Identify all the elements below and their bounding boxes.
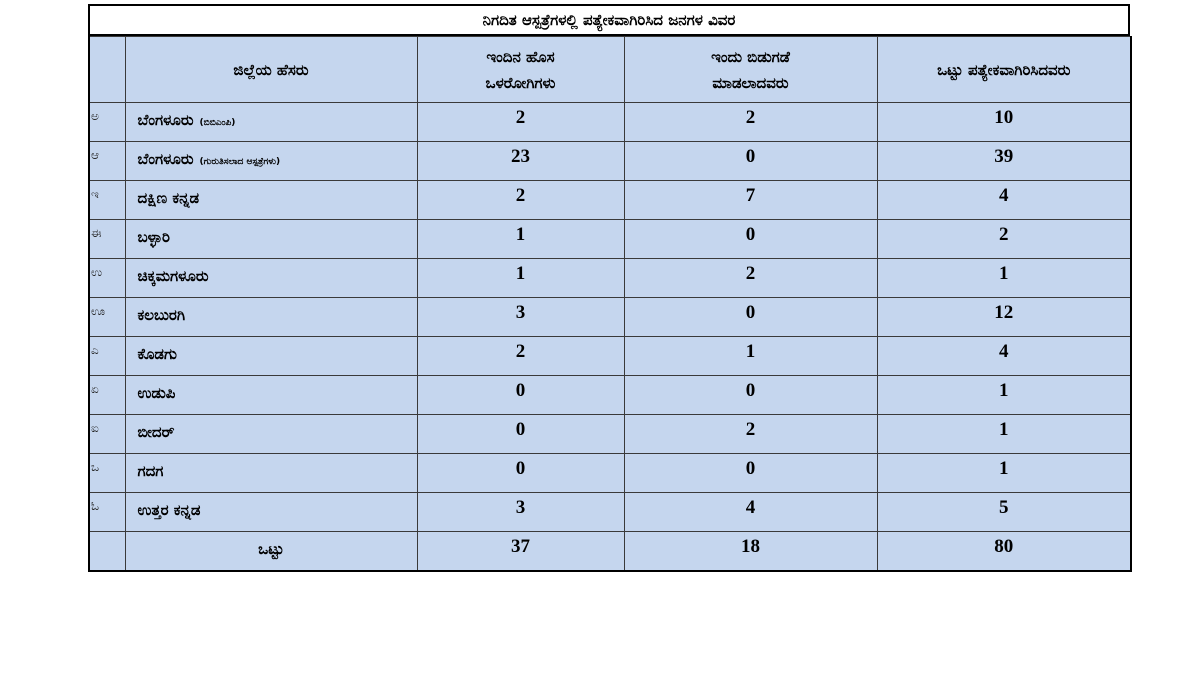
table-title: ನಿಗದಿತ ಆಸ್ಪತ್ರೆಗಳಲ್ಲಿ ಪತ್ಯೇಕವಾಗಿರಿಸಿದ ಜನಗಳ ವಿವರ xyxy=(88,4,1130,36)
row-discharged: 2 xyxy=(624,415,877,454)
row-index: ಆ xyxy=(89,142,125,181)
row-new-patients: 3 xyxy=(417,298,624,337)
totals-new: 37 xyxy=(417,532,624,571)
header-district-label: ಜಿಲ್ಲೆಯ ಹೆಸರು xyxy=(233,60,309,79)
header-row xyxy=(89,37,1131,103)
header-total-label: ಒಟ್ಟು ಪತ್ಯೇಕವಾಗಿರಿಸಿದವರು xyxy=(937,60,1071,79)
district-note: (ಗುರುತಿಸಲಾದ ಆಸ್ಪತ್ರೆಗಳು) xyxy=(199,157,281,167)
row-discharged: 0 xyxy=(624,142,877,181)
row-total-isolated: 1 xyxy=(877,415,1131,454)
row-total-isolated: 4 xyxy=(877,337,1131,376)
row-discharged: 0 xyxy=(624,220,877,259)
row-district-name xyxy=(125,454,417,493)
row-total-isolated: 12 xyxy=(877,298,1131,337)
district-name: ಉತ್ತರ ಕನ್ನಡ xyxy=(137,501,201,519)
row-district-name xyxy=(125,259,417,298)
district-name: ಕೊಡಗು xyxy=(137,345,177,363)
row-discharged: 0 xyxy=(624,376,877,415)
row-total-isolated: 1 xyxy=(877,454,1131,493)
table-row xyxy=(89,415,1131,454)
table-row xyxy=(89,220,1131,259)
header-new-patients xyxy=(417,37,624,103)
district-name: ಗದಗ xyxy=(137,462,164,480)
row-index: ಅ xyxy=(89,103,125,142)
row-new-patients: 1 xyxy=(417,220,624,259)
district-name: ಬಳ್ಳಾರಿ xyxy=(137,228,170,246)
row-index: ಏ xyxy=(89,376,125,415)
table-row xyxy=(89,493,1131,532)
totals-row xyxy=(89,532,1131,571)
district-name: ಚಿಕ್ಕಮಗಳೂರು xyxy=(137,267,209,285)
row-new-patients: 0 xyxy=(417,415,624,454)
row-district-name xyxy=(125,142,417,181)
table-row xyxy=(89,259,1131,298)
district-table xyxy=(88,4,1130,572)
header-total-isolated xyxy=(877,37,1131,103)
header-index xyxy=(89,37,125,103)
row-discharged: 0 xyxy=(624,298,877,337)
district-name: ದಕ್ಷಿಣ ಕನ್ನಡ xyxy=(137,189,200,207)
district-name: ಬೀದರ್ xyxy=(137,423,175,441)
row-discharged: 0 xyxy=(624,454,877,493)
row-discharged: 2 xyxy=(624,259,877,298)
totals-index xyxy=(89,532,125,571)
row-total-isolated: 2 xyxy=(877,220,1131,259)
row-index: ಎ xyxy=(89,337,125,376)
totals-total: 80 xyxy=(877,532,1131,571)
row-total-isolated: 10 xyxy=(877,103,1131,142)
district-name: ಕಲಬುರಗಿ xyxy=(137,306,186,324)
row-index: ಐ xyxy=(89,415,125,454)
row-total-isolated: 1 xyxy=(877,376,1131,415)
row-index: ಈ xyxy=(89,220,125,259)
row-district-name xyxy=(125,337,417,376)
row-new-patients: 1 xyxy=(417,259,624,298)
header-discharged-line2: ಮಾಡಲಾದವರು xyxy=(712,73,789,92)
row-new-patients: 0 xyxy=(417,376,624,415)
row-new-patients: 2 xyxy=(417,181,624,220)
row-district-name xyxy=(125,376,417,415)
table-row xyxy=(89,181,1131,220)
totals-discharged: 18 xyxy=(624,532,877,571)
row-new-patients: 2 xyxy=(417,103,624,142)
district-name: ಬೆಂಗಳೂರು xyxy=(137,111,194,129)
row-discharged: 1 xyxy=(624,337,877,376)
row-total-isolated: 39 xyxy=(877,142,1131,181)
data-table xyxy=(88,36,1132,572)
row-discharged: 2 xyxy=(624,103,877,142)
row-new-patients: 3 xyxy=(417,493,624,532)
row-index: ಉ xyxy=(89,259,125,298)
row-district-name xyxy=(125,298,417,337)
header-new-line2: ಒಳರೋಗಿಗಳು xyxy=(485,73,556,92)
district-note: (ಬಿಬಿಎಂಪಿ) xyxy=(199,118,236,128)
row-index: ಓ xyxy=(89,493,125,532)
row-new-patients: 2 xyxy=(417,337,624,376)
row-district-name xyxy=(125,493,417,532)
table-row xyxy=(89,337,1131,376)
table-row xyxy=(89,376,1131,415)
row-district-name xyxy=(125,103,417,142)
row-new-patients: 23 xyxy=(417,142,624,181)
table-row xyxy=(89,454,1131,493)
row-discharged: 4 xyxy=(624,493,877,532)
row-total-isolated: 1 xyxy=(877,259,1131,298)
table-row xyxy=(89,298,1131,337)
header-new-line1: ಇಂದಿನ ಹೊಸ xyxy=(486,47,555,66)
header-discharged xyxy=(624,37,877,103)
row-index: ಊ xyxy=(89,298,125,337)
row-district-name xyxy=(125,220,417,259)
header-discharged-line1: ಇಂದು ಬಿಡುಗಡೆ xyxy=(711,47,790,66)
district-name: ಬೆಂಗಳೂರು xyxy=(137,150,194,168)
row-total-isolated: 4 xyxy=(877,181,1131,220)
row-total-isolated: 5 xyxy=(877,493,1131,532)
table-row xyxy=(89,103,1131,142)
row-index: ಒ xyxy=(89,454,125,493)
row-discharged: 7 xyxy=(624,181,877,220)
row-district-name xyxy=(125,415,417,454)
row-district-name xyxy=(125,181,417,220)
row-index: ಇ xyxy=(89,181,125,220)
row-new-patients: 0 xyxy=(417,454,624,493)
totals-label: ಒಟ್ಟು xyxy=(125,532,417,571)
table-row xyxy=(89,142,1131,181)
header-district xyxy=(125,37,417,103)
district-name: ಉಡುಪಿ xyxy=(137,384,176,402)
